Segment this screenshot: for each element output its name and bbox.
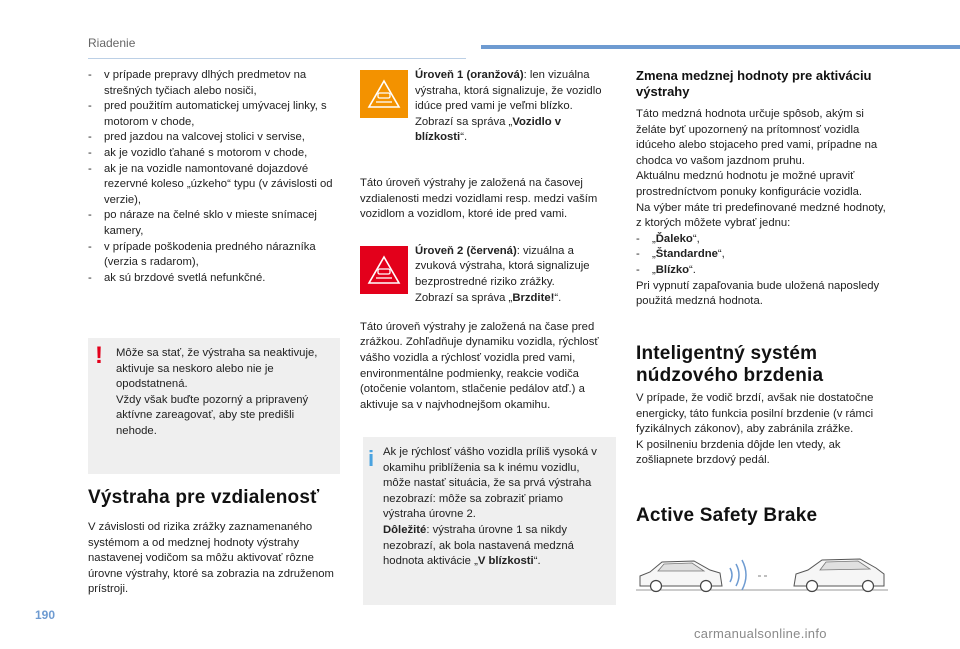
heading-distance-alert: Výstraha pre vzdialenosť [88, 487, 320, 508]
option-label: Blízko [655, 263, 690, 276]
option-label: Štandardne [655, 248, 718, 261]
alert-level-2-text [415, 244, 616, 306]
list-item: - v prípade poškodenia predného nárazníka (verzia s radarom), [88, 240, 340, 271]
important-value: V blízkosti [477, 555, 534, 568]
column-left [88, 68, 340, 286]
alert-level-1-title: Úroveň 1 (oranžová) [415, 69, 524, 81]
watermark: carmanualsonline.info [694, 626, 827, 641]
warning-text-2: Vždy však buďte pozorný a pripravený aktívne zareagovať, aby ste predišli nehode. [116, 393, 309, 437]
heading-emergency-braking: Inteligentný systém núdzového brzdenia [636, 343, 824, 386]
msg-suffix: “. [460, 131, 468, 144]
threshold-text-2: Aktuálnu medznú hodnotu je možné upraviť prostredníctvom ponuky konfigurácie vozidla. [636, 170, 863, 198]
list-item: - ak je na vozidle namontované dojazdové rezervné koleso „úzkeho“ typu (v závislosti od verzie), [88, 162, 340, 209]
option-label: Ďaleko [655, 232, 693, 245]
page-number: 190 [35, 608, 56, 622]
car-approach-illustration [636, 546, 888, 596]
condition-list [88, 68, 340, 286]
exclamation-icon: ! [95, 342, 103, 369]
list-item: - pred použitím automatickej umývacej linky, s motorom v chode, [88, 99, 340, 130]
important-suffix: “. [533, 555, 541, 568]
warning-triangle-icon-orange [360, 70, 408, 118]
heading-threshold-change: Zmena medznej hodnoty pre aktiváciu výstrahy [636, 68, 872, 99]
list-item: - ak sú brzdové svetlá nefunkčné. [88, 271, 340, 287]
option-item: - „Blízko“. [636, 263, 888, 279]
threshold-text-4: Pri vypnutí zapaľovania bude uložená naposledy použitá medzná hodnota. [636, 279, 880, 308]
important-text: : výstraha úrovne 1 sa nikdy nezobrazí, ak bola nastavená medzná hodnota aktivácie „ [383, 523, 574, 568]
option-item: - „Ďaleko“, [636, 232, 888, 248]
list-item: - po náraze na čelné sklo v mieste snímacej kamery, [88, 208, 340, 239]
header-accent-bar [481, 45, 960, 49]
msg-prefix: Zobrazí sa správa „ [415, 291, 513, 304]
info-text: Ak je rýchlosť vášho vozidla príliš vysoká v okamihu priblíženia sa k inému vozidlu, môže nastať situácia, že sa prvá výstraha nezobrazí: môže sa zobraziť priamo výstraha úrovne 2. [383, 446, 597, 521]
alert-level-2 [360, 244, 616, 310]
warning-triangle-icon-red [360, 246, 408, 294]
alert-level-1 [360, 68, 616, 166]
threshold-text-1: Táto medzná hodnota určuje spôsob, akým si želáte byť upozornený na prítomnosť vozidla idúceho alebo stojaceho pred vami, prípadne na chodca vo vašom jazdnom pruhu. [636, 108, 878, 167]
alert-level-2-message: Brzdite! [512, 291, 555, 304]
distance-alert-text: V závislosti od rizika zrážky zaznamenaného systémom a od medznej hodnoty výstrahy nastavenej vodičom sa môžu aktivovať rôzne úrovne výstrahy, ktoré sa zobrazia na združenom prístroji. [88, 521, 334, 596]
alert-level-1-desc: : len vizuálna výstraha, ktorá signalizuje, že vozidlo idúce pred vami je veľmi blízko. [415, 69, 602, 113]
list-item: - pred jazdou na valcovej stolici v servise, [88, 130, 340, 146]
threshold-text-3: Na výber máte tri predefinované medzné hodnoty, z ktorých môžete vybrať jednu: [636, 201, 886, 230]
alert-level-2-title: Úroveň 2 (červená) [415, 244, 517, 257]
threshold-options [636, 232, 888, 279]
alert-level-1-paragraph: Táto úroveň výstrahy je založená na časovej vzdialenosti medzi vozidlami resp. medzi vaším vozidlom a vozidlom, ktoré ide pred vami. [360, 177, 598, 221]
alert-level-2-desc: : vizuálna a zvuková výstraha, ktorá signalizuje bezprostredné riziko zrážky. [415, 244, 590, 288]
info-note [363, 437, 616, 605]
heading-active-safety-brake: Active Safety Brake [636, 505, 818, 526]
header-divider [88, 58, 466, 59]
important-label: Dôležité [383, 523, 427, 536]
msg-suffix: “. [554, 291, 562, 304]
emergency-braking-text [636, 391, 888, 469]
column-middle [360, 68, 616, 413]
msg-prefix: Zobrazí sa správa „ [415, 115, 513, 128]
info-icon: i [368, 446, 375, 471]
emergency-braking-text-2: K posilneniu brzdenia dôjde len vtedy, ak zošliapnete brzdový pedál. [636, 438, 841, 467]
warning-note [88, 338, 340, 474]
alert-level-2-paragraph: Táto úroveň výstrahy je založená na čase pred zrážkou. Zohľadňuje dynamiku vozidla, rýchlosť vášho vozidla a rýchlosť vozidla pred vami, environmentálne podmienky, reakcie vodiča (otočenie volantom, stlačenie pedálov atď.) a aktivuje sa v najvhodnejšom okamihu. [360, 320, 599, 411]
column-right [636, 68, 888, 310]
list-item: - v prípade prepravy dlhých predmetov na strešných tyčiach alebo nosiči, [88, 68, 340, 99]
emergency-braking-text-1: V prípade, že vodič brzdí, avšak nie dostatočne energicky, táto funkcia posilní brzdenie (v rámci fyzikálnych zákonov), aby zabránila zrážke. [636, 392, 874, 436]
section-header: Riadenie [88, 36, 136, 50]
alert-level-1-text [415, 68, 616, 146]
alert-level-1-message: Vozidlo v blízkosti [415, 115, 562, 144]
list-item: - ak je vozidlo ťahané s motorom v chode, [88, 146, 340, 162]
info-important [383, 523, 606, 570]
warning-text-1: Môže sa stať, že výstraha sa neaktivuje, aktivuje sa neskoro alebo nie je opodstatnená. [116, 347, 318, 391]
option-item: - „Štandardne“, [636, 247, 888, 263]
